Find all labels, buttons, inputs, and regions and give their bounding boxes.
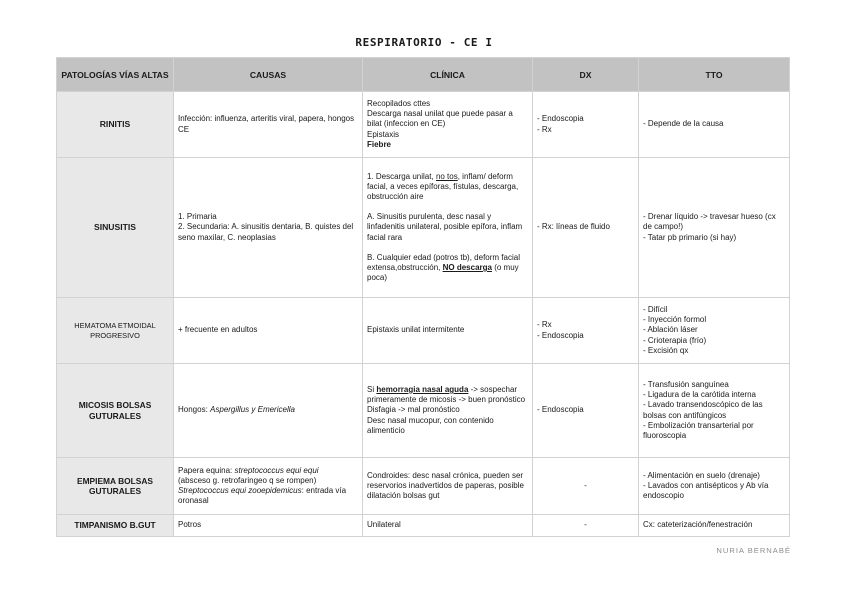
empiema-cause-species: streptococcus equi equi — [234, 465, 319, 475]
header-tto: TTO — [639, 58, 790, 92]
empiema-name: EMPIEMA BOLSAS GUTURALES — [57, 458, 174, 515]
header-causes: CAUSAS — [174, 58, 363, 92]
sinusitis-clinical-text: , inflam/ deform facial, a veces epíforas, fístulas, descarga, obstrucción aire — [367, 171, 519, 201]
empiema-cause-species: Streptococcus equi zooepidemicus — [178, 486, 302, 495]
micosis-acute-hemorrhage: hemorragia nasal aguda — [376, 384, 469, 394]
sinusitis-cause-line: 1. Primaria — [178, 212, 217, 222]
sinusitis-clinical-b — [367, 253, 528, 284]
table-row-micosis — [57, 364, 790, 458]
empiema-cause-line — [178, 486, 358, 506]
hematoma-tto-line: - Excisión qx — [643, 345, 689, 355]
empiema-cause-line — [178, 466, 358, 476]
spacer — [367, 243, 528, 253]
empiema-tto — [639, 458, 790, 515]
rinitis-dx — [533, 92, 639, 158]
sinusitis-clinical-text: 1. Descarga unilat, — [367, 171, 434, 181]
hematoma-clinical — [363, 298, 533, 364]
empiema-tto-line: - Alimentación en suelo (drenaje) — [643, 470, 760, 480]
table-row-rinitis — [57, 92, 790, 158]
spacer — [367, 202, 528, 212]
sinusitis-dx-line: - Rx: líneas de fluido — [537, 222, 610, 232]
micosis-clinical-text: -> sospechar primeramente de micosis -> buen pronóstico — [367, 384, 526, 405]
hematoma-tto-line: - Ablación láser — [643, 325, 698, 335]
micosis-tto-line: - Ligadura de la carótida interna — [643, 390, 756, 400]
rinitis-dx-line: - Endoscopia — [537, 114, 584, 124]
rinitis-causes — [174, 92, 363, 158]
hematoma-causes — [174, 298, 363, 364]
hematoma-dx-line: - Endoscopia — [537, 330, 584, 340]
sinusitis-cause-line: 2. Secundaria: A. sinusitis dentaria, B. quistes del seno maxilar, C. neoplasias — [178, 222, 354, 242]
micosis-tto-line: - Lavado transendoscópico de las bolsas con antifúngicos — [643, 400, 763, 420]
sinusitis-clinical-a: A. Sinusitis purulenta, desc nasal y linfadenitis unilateral, posible epífora, inflam facial rara — [367, 212, 523, 242]
empiema-dx: - — [533, 458, 639, 515]
sinusitis-name: SINUSITIS — [57, 158, 174, 298]
pathology-table — [56, 57, 790, 537]
table-row-sinusitis — [57, 158, 790, 298]
empiema-cause-line: (absceso g. retrofaringeo q se rompen) — [178, 475, 317, 485]
micosis-cause-species: Aspergillus y Emericella — [210, 405, 295, 415]
sinusitis-clinical-text: (o muy poca) — [367, 263, 519, 283]
table-header-row — [57, 58, 790, 92]
micosis-clinical-line: Desc nasal mucopur, con contenido alimenticio — [367, 415, 494, 435]
timpanismo-causes: Potros — [174, 515, 363, 537]
rinitis-tto — [639, 92, 790, 158]
empiema-cause-text: : entrada vía oronasal — [178, 486, 347, 506]
header-clinical: CLÍNICA — [363, 58, 533, 92]
sinusitis-causes — [174, 158, 363, 298]
micosis-cause-line — [178, 405, 358, 415]
table-row-timpanismo — [57, 515, 790, 537]
rinitis-clinical-line: Descarga nasal unilat que puede pasar a bilat (infeccion en CE) — [367, 109, 513, 129]
sinusitis-no-cough: no tos — [435, 171, 458, 181]
header-pathology: PATOLOGÍAS VÍAS ALTAS — [57, 58, 174, 92]
sinusitis-clinical-general — [367, 172, 528, 203]
hematoma-tto-line: - Inyección formol — [643, 315, 707, 325]
micosis-clinical — [363, 364, 533, 458]
micosis-tto — [639, 364, 790, 458]
rinitis-dx-line: - Rx — [537, 124, 552, 134]
micosis-clinical-text: Si — [367, 384, 375, 394]
rinitis-clinical — [363, 92, 533, 158]
sinusitis-dx — [533, 158, 639, 298]
sinusitis-no-discharge: NO descarga — [442, 263, 492, 272]
sinusitis-tto-line: - Drenar líquido -> travesar hueso (cx de campo!) — [643, 212, 776, 232]
rinitis-cause-line: CE — [178, 124, 190, 134]
sinusitis-clinical-text: B. Cualquier edad (potros tb), deform facial extensa,obstrucción, — [367, 252, 520, 272]
empiema-clinical-line: Condroides: desc nasal crónica, pueden ser reservorios inadvertidos de paperas, posible dilatación bolsas gut — [367, 470, 524, 501]
rinitis-clinical-fever: Fiebre — [367, 139, 392, 149]
micosis-name: MICOSIS BOLSAS GUTURALES — [57, 364, 174, 458]
rinitis-clinical-line: Epistaxis — [367, 129, 400, 139]
micosis-tto-line: - Transfusión sanguínea — [643, 379, 729, 389]
empiema-clinical — [363, 458, 533, 515]
timpanismo-dx: - — [533, 515, 639, 537]
timpanismo-clinical: Unilateral — [363, 515, 533, 537]
micosis-tto-line: - Embolización transarterial por fluoroscopia — [643, 420, 754, 440]
micosis-clinical-hemorrhage — [367, 385, 528, 405]
table-row-hematoma — [57, 298, 790, 364]
page-title: RESPIRATORIO - CE I — [355, 36, 493, 49]
header-dx: DX — [533, 58, 639, 92]
empiema-causes — [174, 458, 363, 515]
micosis-clinical-line: Disfagia -> mal pronóstico — [367, 405, 460, 415]
hematoma-tto — [639, 298, 790, 364]
rinitis-clinical-line: Recopilados cttes — [367, 98, 431, 108]
micosis-dx-line: - Endoscopia — [537, 405, 584, 415]
hematoma-dx-line: - Rx — [537, 320, 552, 330]
sinusitis-tto-line: - Tatar pb primario (si hay) — [643, 232, 737, 242]
micosis-dx — [533, 364, 639, 458]
empiema-tto-line: - Lavados con antisépticos y Ab vía endoscopio — [643, 480, 769, 501]
micosis-causes — [174, 364, 363, 458]
sinusitis-clinical — [363, 158, 533, 298]
hematoma-tto-line: - Crioterapia (frío) — [643, 335, 707, 345]
hematoma-tto-line: - Difícil — [643, 304, 668, 314]
rinitis-tto-line: - Depende de la causa — [643, 119, 724, 129]
rinitis-cause-line: Infección: influenza, arteritis viral, papera, hongos — [178, 114, 355, 124]
table-row-empiema — [57, 458, 790, 515]
author-credit: NURIA BERNABÉ — [716, 546, 791, 555]
timpanismo-tto: Cx: cateterización/fenestración — [639, 515, 790, 537]
hematoma-clinical-line: Epistaxis unilat intermitente — [367, 325, 465, 335]
rinitis-name: RINITIS — [57, 92, 174, 158]
sinusitis-tto — [639, 158, 790, 298]
hematoma-dx — [533, 298, 639, 364]
timpanismo-name: TIMPANISMO B.GUT — [57, 515, 174, 537]
hematoma-name: HEMATOMA ETMOIDAL PROGRESIVO — [57, 298, 174, 364]
empiema-cause-text: Papera equina: — [178, 465, 235, 475]
micosis-cause-text: Hongos: — [178, 405, 211, 415]
hematoma-cause-line: + frecuente en adultos — [178, 325, 258, 335]
